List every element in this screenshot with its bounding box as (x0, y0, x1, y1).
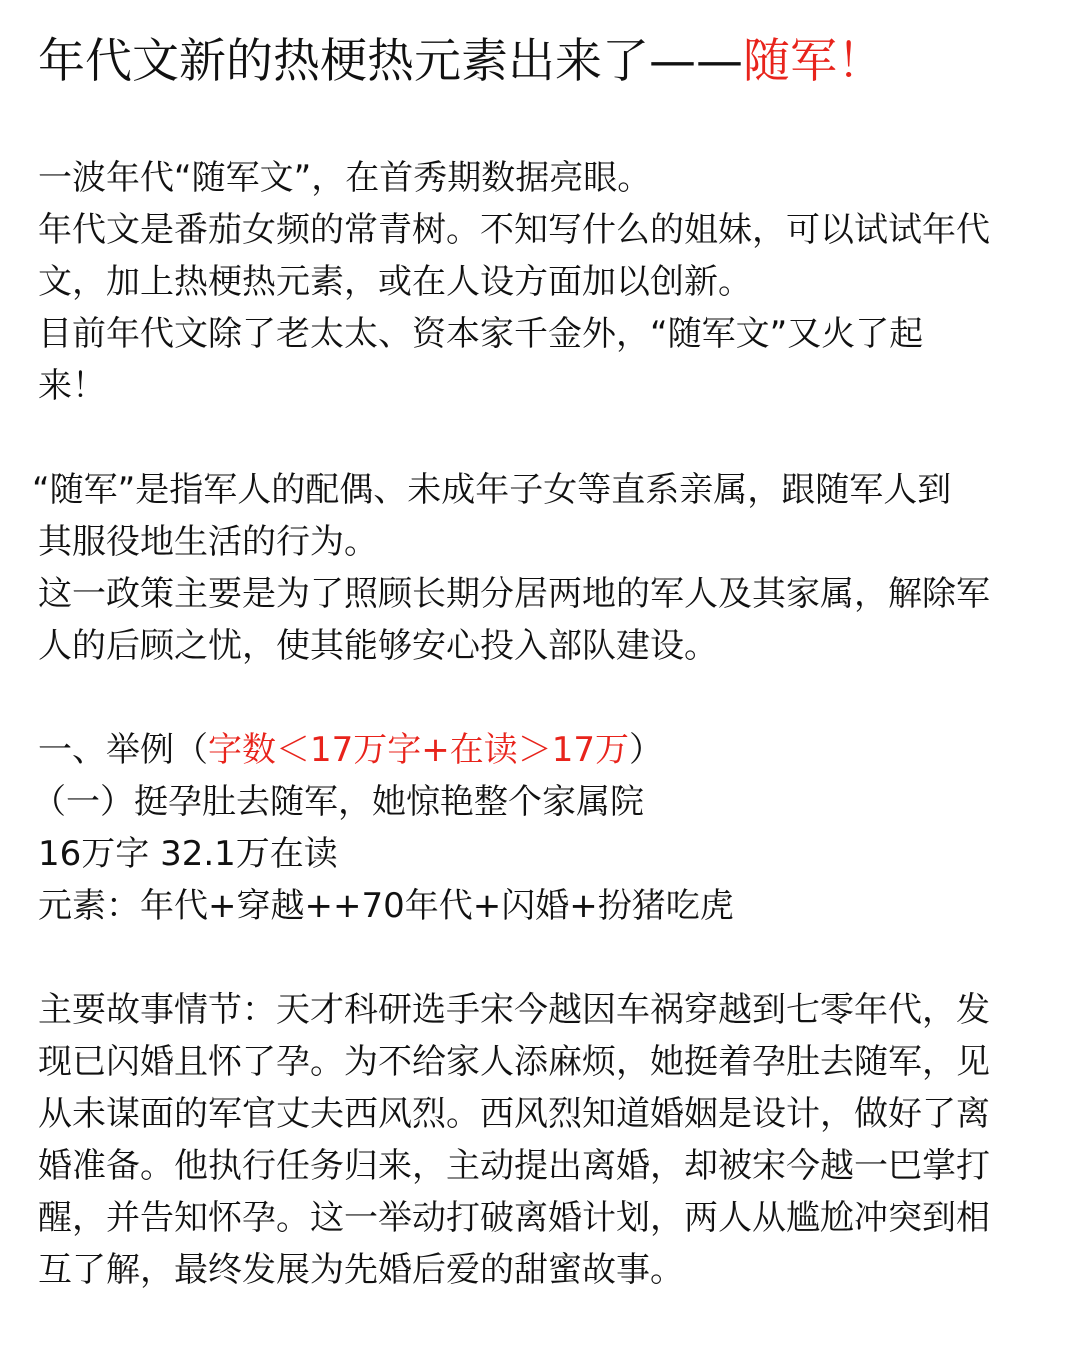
plot-line: 从未谋面的军官丈夫西风烈。西风烈知道婚姻是设计，做好了离 (38, 1094, 990, 1134)
intro-line: 年代文是番茄女频的常青树。不知写什么的姐妹，可以试试年代 (38, 210, 990, 250)
item-title: （一）挺孕肚去随军，她惊艳整个家属院 (32, 782, 644, 822)
intro-line: 来！ (38, 366, 106, 406)
definition-paragraph (32, 464, 1048, 672)
intro-line: 目前年代文除了老太太、资本家千金外，“随军文”又火了起 (38, 314, 924, 354)
plot-paragraph (38, 984, 1048, 1296)
plot-line: 醒，并告知怀孕。这一举动打破离婚计划，两人从尴尬冲突到相 (38, 1198, 990, 1238)
definition-line: 其服役地生活的行为。 (38, 522, 378, 562)
intro-line: 一波年代“随军文”，在首秀期数据亮眼。 (38, 158, 652, 198)
intro-paragraph (38, 152, 1048, 412)
plot-line: 婚准备。他执行任务归来，主动提出离婚，却被宋今越一巴掌打 (38, 1146, 990, 1186)
definition-line: “随军”是指军人的配偶、未成年子女等直系亲属，跟随军人到 (32, 470, 952, 510)
title-main: 年代文新的热梗热元素出来了—— (38, 34, 743, 89)
example-section (32, 724, 1048, 932)
definition-line: 人的后顾之忧，使其能够安心投入部队建设。 (38, 626, 718, 666)
definition-line: 这一政策主要是为了照顾长期分居两地的军人及其家属，解除军 (38, 574, 990, 614)
plot-line: 现已闪婚且怀了孕。为不给家人添麻烦，她挺着孕肚去随军，见 (38, 1042, 990, 1082)
title-highlight: 随军！ (743, 34, 884, 89)
section-heading (38, 724, 1048, 776)
article-title (38, 32, 884, 92)
plot-line: 互了解，最终发展为先婚后爱的甜蜜故事。 (38, 1250, 684, 1290)
intro-line: 文，加上热梗热元素，或在人设方面加以创新。 (38, 262, 752, 302)
heading-suffix: ） (629, 730, 664, 770)
item-stats: 16万字 32.1万在读 (38, 834, 338, 874)
item-elements: 元素：年代+穿越++70年代+闪婚+扮猪吃虎 (38, 886, 734, 926)
heading-prefix: 一、举例（ (38, 730, 208, 770)
heading-criteria: 字数＜17万字+在读＞17万 (208, 730, 630, 770)
plot-line: 主要故事情节：天才科研选手宋今越因车祸穿越到七零年代，发 (38, 990, 990, 1030)
